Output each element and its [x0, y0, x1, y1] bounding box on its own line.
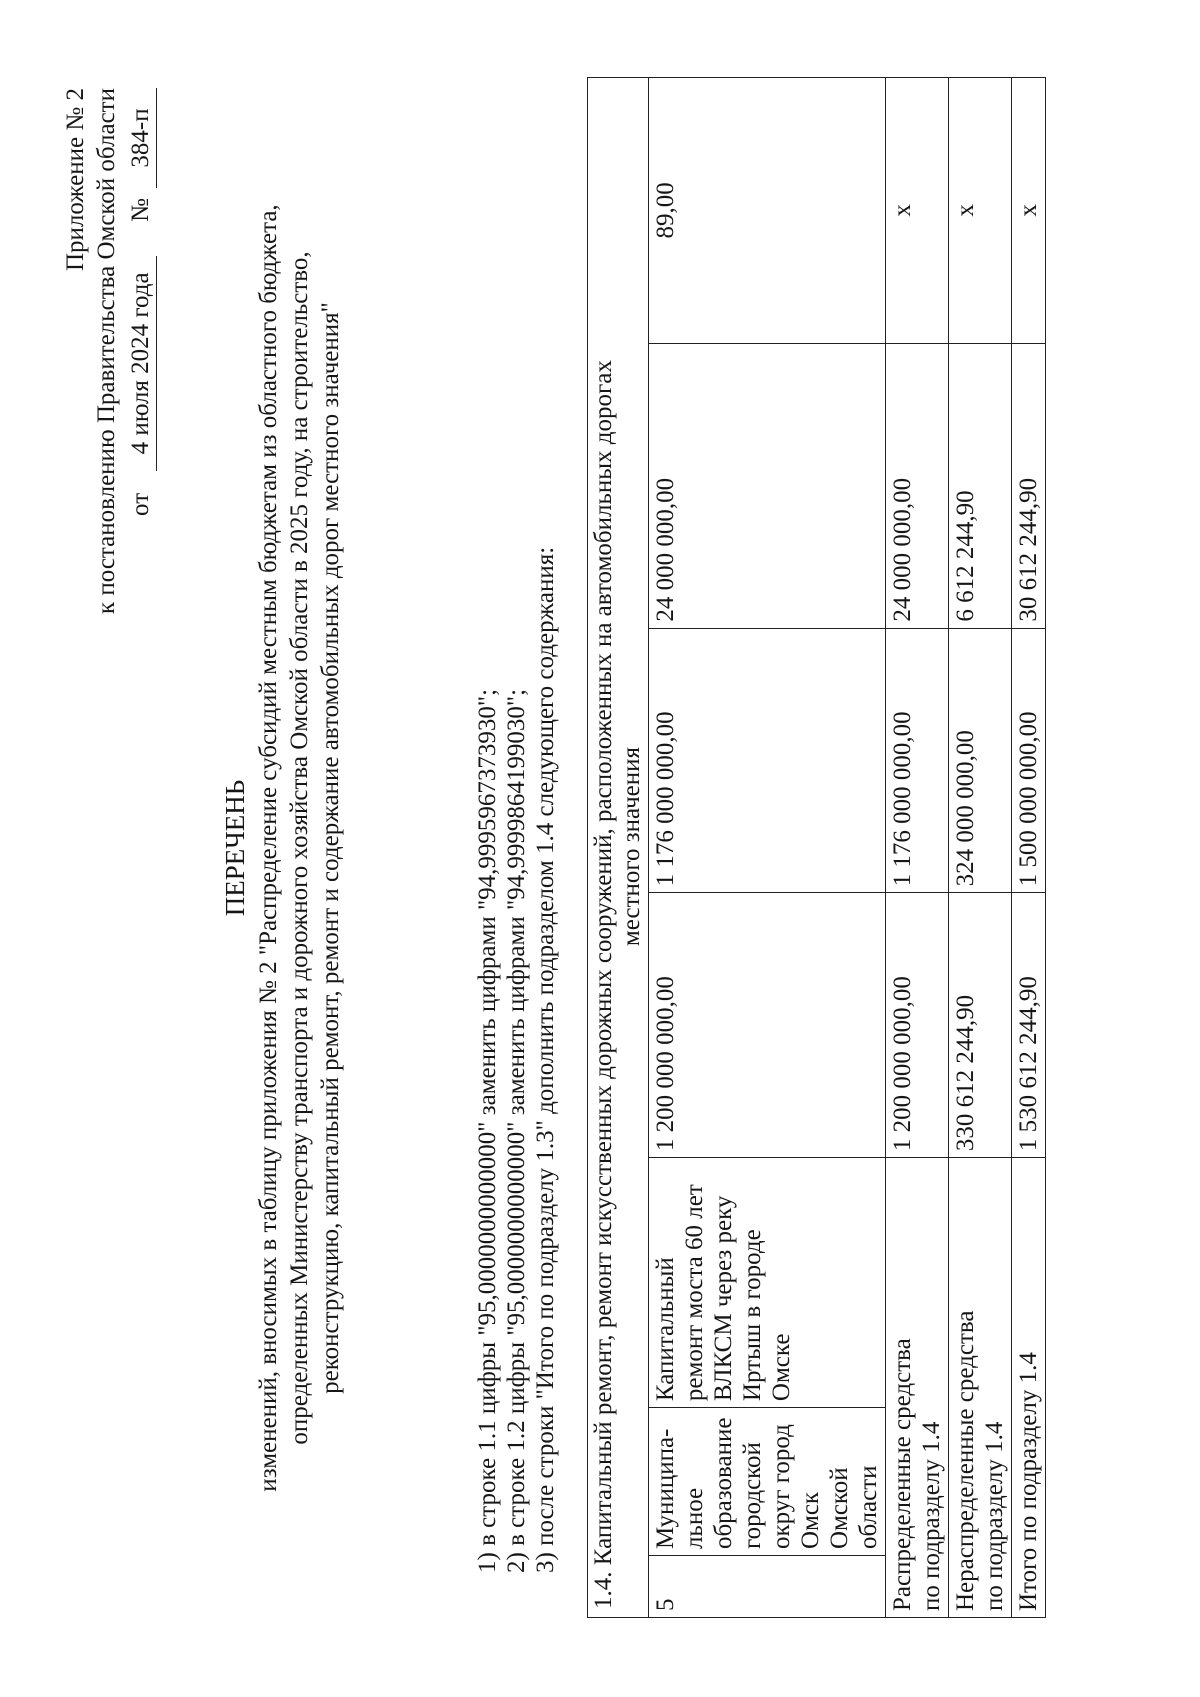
section-row: [588, 78, 649, 1618]
federal-amount: 1 176 000 000,00: [886, 628, 949, 893]
title-line-3: реконструкцию, капитальный ремонт, ремонт и содержание автомобильных дорог местного значения": [317, 302, 344, 1394]
table-row: [1012, 78, 1046, 1618]
regional-amount: 6 612 244,90: [949, 343, 1012, 628]
municipality-line: округ город: [768, 1424, 795, 1550]
appendix-date-line: [125, 88, 157, 614]
change-item-2: 2) в строке 1.2 цифры "95,0000000000000" заменить цифрами "94,9999864199030";: [503, 688, 530, 1573]
table-row: [949, 78, 1012, 1618]
row-number: 5: [649, 1556, 886, 1618]
share-value: 89,00: [649, 78, 886, 344]
undistributed-label-line: Нераспределенные средства: [952, 1310, 979, 1611]
municipality-line: городской: [739, 1442, 766, 1550]
rotated-page: [50, 68, 1150, 1628]
share-value: x: [886, 78, 949, 344]
object-line: Иртыш в городе: [739, 1229, 766, 1402]
section-header: [588, 78, 649, 1618]
resolution-date: 4 июля 2024 года: [125, 256, 157, 471]
federal-amount: 324 000 000,00: [949, 628, 1012, 893]
object-line: ВЛКСМ через реку: [710, 1195, 737, 1402]
share-value: x: [949, 78, 1012, 344]
federal-amount: 1 500 000 000,00: [1012, 628, 1046, 893]
table-row: [649, 78, 886, 1618]
distributed-label-line: по подразделу 1.4: [918, 1421, 945, 1611]
change-item-1: 1) в строке 1.1 цифры "95,0000000000000" заменить цифрами "94,9995967373930";: [474, 688, 501, 1573]
municipality-line: Омской: [826, 1467, 853, 1550]
undistributed-label-line: по подразделу 1.4: [981, 1421, 1008, 1611]
subtotal-label: Итого по подразделу 1.4: [1012, 1158, 1046, 1618]
distributed-label-line: Распределенные средства: [889, 1338, 916, 1611]
appendix-resolution: к постановлению Правительства Омской области: [93, 88, 120, 615]
appendix-number: Приложение № 2: [62, 88, 89, 272]
title-line-2: определенных Министерству транспорта и дорожного хозяйства Омской области в 2025 году, на строительство,: [286, 251, 313, 1445]
share-value: x: [1012, 78, 1046, 344]
regional-amount: 24 000 000,00: [649, 343, 886, 628]
undistributed-label: [949, 1158, 1012, 1618]
total-amount: 1 530 612 244,90: [1012, 893, 1046, 1158]
municipality-line: Омск: [797, 1491, 824, 1550]
federal-amount: 1 176 000 000,00: [649, 628, 886, 893]
from-label: от: [127, 492, 154, 516]
table-row: [886, 78, 949, 1618]
title-heading: ПЕРЕЧЕНЬ: [220, 779, 250, 917]
section-title-line-2: местного значения: [618, 746, 645, 947]
number-sign: №: [127, 198, 154, 222]
document-title: [220, 68, 346, 1628]
municipality-line: Муниципа-: [652, 1428, 679, 1550]
municipality-line: области: [855, 1465, 882, 1550]
object-cell: [649, 1158, 886, 1408]
municipality-cell: [649, 1408, 886, 1556]
object-line: ремонт моста 60 лет: [681, 1184, 708, 1402]
appendix-header: [60, 88, 157, 614]
change-item-3: 3) после строки "Итого по подразделу 1.3" дополнить подразделом 1.4 следующего содержания:: [532, 546, 559, 1573]
municipality-line: образование: [710, 1417, 737, 1550]
object-line: Омске: [768, 1333, 795, 1402]
regional-amount: 24 000 000,00: [886, 343, 949, 628]
title-line-1: изменений, вносимых в таблицу приложения № 2 "Распределение субсидий местным бюджетам из областного бюджета,: [255, 204, 282, 1492]
subsidy-table: [587, 77, 1046, 1618]
total-amount: 330 612 244,90: [949, 893, 1012, 1158]
regional-amount: 30 612 244,90: [1012, 343, 1046, 628]
total-amount: 1 200 000 000,00: [886, 893, 949, 1158]
resolution-number: 384-п: [125, 88, 157, 188]
distributed-label: [886, 1158, 949, 1618]
total-amount: 1 200 000 000,00: [649, 893, 886, 1158]
object-line: Капитальный: [652, 1257, 679, 1402]
municipality-line: льное: [681, 1487, 708, 1550]
change-items: [473, 547, 560, 1573]
section-title-line-1: 1.4. Капитальный ремонт, ремонт искусственных дорожных сооружений, расположенных на автомобильных дорогах: [590, 360, 617, 1609]
